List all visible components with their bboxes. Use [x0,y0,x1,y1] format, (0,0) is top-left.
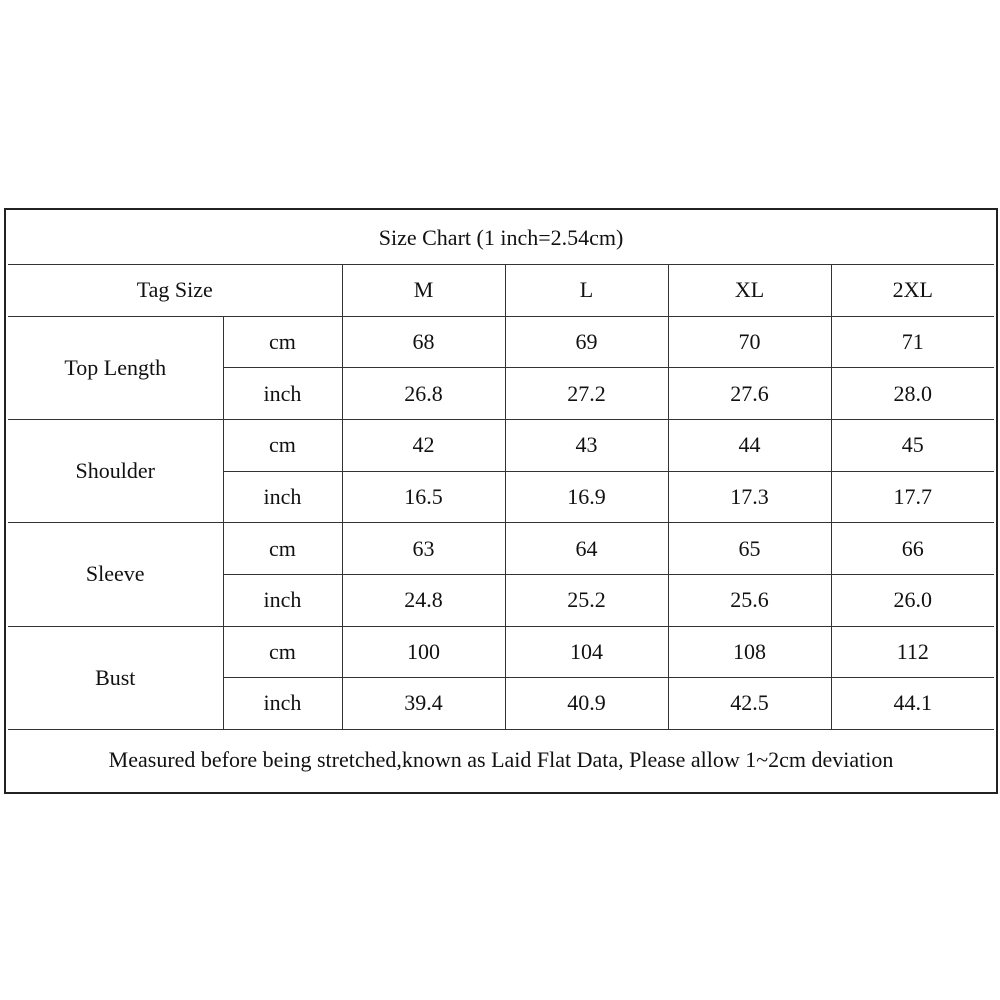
value-cell: 27.2 [505,368,668,420]
table-row [8,316,994,368]
value-cell: 40.9 [505,678,668,730]
value-cell: 44.1 [831,678,994,730]
table-row [8,419,994,471]
value-cell: 43 [505,419,668,471]
unit-label: cm [223,316,342,368]
value-cell: 26.0 [831,574,994,626]
table-row [8,523,994,575]
value-cell: 112 [831,626,994,678]
size-header-2xl: 2XL [831,265,994,317]
value-cell: 42 [342,419,505,471]
measure-label: Sleeve [8,523,223,626]
size-header-m: M [342,265,505,317]
tag-size-label: Tag Size [8,265,342,317]
value-cell: 64 [505,523,668,575]
unit-label: cm [223,523,342,575]
measure-label: Top Length [8,316,223,419]
value-cell: 69 [505,316,668,368]
value-cell: 66 [831,523,994,575]
value-cell: 39.4 [342,678,505,730]
unit-label: cm [223,626,342,678]
value-cell: 65 [668,523,831,575]
value-cell: 71 [831,316,994,368]
size-chart-frame [4,208,998,794]
unit-label: inch [223,574,342,626]
value-cell: 42.5 [668,678,831,730]
chart-title: Size Chart (1 inch=2.54cm) [8,212,994,265]
value-cell: 16.5 [342,471,505,523]
unit-label: cm [223,419,342,471]
header-row [8,265,994,317]
value-cell: 28.0 [831,368,994,420]
measure-label: Shoulder [8,419,223,522]
value-cell: 70 [668,316,831,368]
value-cell: 27.6 [668,368,831,420]
value-cell: 63 [342,523,505,575]
size-chart-table [8,212,994,790]
value-cell: 68 [342,316,505,368]
unit-label: inch [223,471,342,523]
value-cell: 24.8 [342,574,505,626]
value-cell: 26.8 [342,368,505,420]
measurement-note: Measured before being stretched,known as Laid Flat Data, Please allow 1~2cm deviation [108,746,894,772]
value-cell: 17.7 [831,471,994,523]
value-cell: 108 [668,626,831,678]
value-cell: 100 [342,626,505,678]
value-cell: 44 [668,419,831,471]
value-cell: 25.2 [505,574,668,626]
measure-label: Bust [8,626,223,729]
unit-label: inch [223,678,342,730]
size-header-xl: XL [668,265,831,317]
value-cell: 16.9 [505,471,668,523]
value-cell: 25.6 [668,574,831,626]
value-cell: 45 [831,419,994,471]
unit-label: inch [223,368,342,420]
table-row [8,626,994,678]
size-header-l: L [505,265,668,317]
value-cell: 17.3 [668,471,831,523]
value-cell: 104 [505,626,668,678]
